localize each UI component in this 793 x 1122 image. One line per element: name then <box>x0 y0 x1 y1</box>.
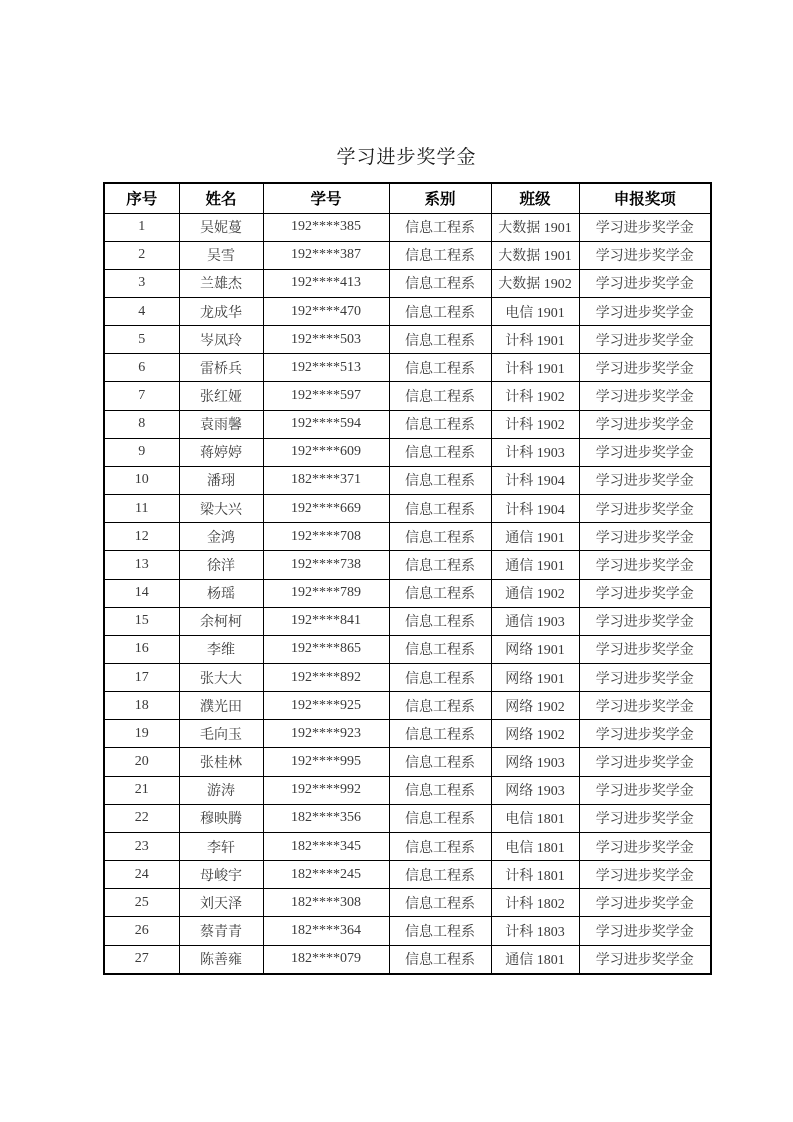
cell-award: 学习进步奖学金 <box>579 410 711 438</box>
cell-class-name: 计科 1904 <box>491 495 579 523</box>
cell-department: 信息工程系 <box>389 635 491 663</box>
cell-award: 学习进步奖学金 <box>579 917 711 945</box>
cell-name: 李轩 <box>179 832 263 860</box>
page-title: 学习进步奖学金 <box>336 147 477 168</box>
cell-student-id: 192****413 <box>263 269 389 297</box>
cell-student-id: 192****925 <box>263 692 389 720</box>
cell-no: 23 <box>104 832 179 860</box>
cell-no: 11 <box>104 495 179 523</box>
table-row <box>104 326 711 354</box>
cell-name: 蒋婷婷 <box>179 438 263 466</box>
cell-class-name: 计科 1803 <box>491 917 579 945</box>
cell-no: 2 <box>104 241 179 269</box>
cell-award: 学习进步奖学金 <box>579 551 711 579</box>
cell-student-id: 192****789 <box>263 579 389 607</box>
cell-name: 张桂林 <box>179 748 263 776</box>
cell-name: 穆映腾 <box>179 804 263 832</box>
cell-class-name: 大数据 1901 <box>491 213 579 241</box>
table-row <box>104 213 711 241</box>
table-row <box>104 241 711 269</box>
cell-award: 学习进步奖学金 <box>579 664 711 692</box>
cell-name: 余柯柯 <box>179 607 263 635</box>
cell-name: 吴雪 <box>179 241 263 269</box>
cell-name: 徐洋 <box>179 551 263 579</box>
cell-no: 26 <box>104 917 179 945</box>
cell-class-name: 电信 1801 <box>491 832 579 860</box>
table-row <box>104 297 711 325</box>
cell-student-id: 192****470 <box>263 297 389 325</box>
cell-department: 信息工程系 <box>389 410 491 438</box>
cell-class-name: 计科 1902 <box>491 410 579 438</box>
cell-class-name: 网络 1902 <box>491 692 579 720</box>
cell-department: 信息工程系 <box>389 804 491 832</box>
table-row <box>104 579 711 607</box>
table-row <box>104 748 711 776</box>
cell-department: 信息工程系 <box>389 748 491 776</box>
cell-award: 学习进步奖学金 <box>579 635 711 663</box>
cell-name: 潘珝 <box>179 466 263 494</box>
column-header-award: 申报奖项 <box>579 183 711 213</box>
table-row <box>104 720 711 748</box>
cell-student-id: 182****245 <box>263 861 389 889</box>
cell-no: 18 <box>104 692 179 720</box>
cell-student-id: 182****356 <box>263 804 389 832</box>
cell-class-name: 大数据 1901 <box>491 241 579 269</box>
table-row <box>104 776 711 804</box>
cell-student-id: 192****669 <box>263 495 389 523</box>
cell-name: 金鸿 <box>179 523 263 551</box>
cell-class-name: 计科 1903 <box>491 438 579 466</box>
cell-no: 12 <box>104 523 179 551</box>
table-row <box>104 495 711 523</box>
scholarship-table <box>103 182 712 975</box>
cell-department: 信息工程系 <box>389 917 491 945</box>
cell-class-name: 电信 1801 <box>491 804 579 832</box>
table-body <box>104 213 711 974</box>
cell-class-name: 电信 1901 <box>491 297 579 325</box>
cell-class-name: 通信 1801 <box>491 945 579 974</box>
table-row <box>104 438 711 466</box>
column-header-student-id: 学号 <box>263 183 389 213</box>
table-row <box>104 832 711 860</box>
cell-name: 李维 <box>179 635 263 663</box>
cell-student-id: 192****841 <box>263 607 389 635</box>
cell-class-name: 计科 1904 <box>491 466 579 494</box>
cell-name: 杨瑶 <box>179 579 263 607</box>
cell-student-id: 182****371 <box>263 466 389 494</box>
cell-class-name: 计科 1902 <box>491 382 579 410</box>
cell-name: 母峻宇 <box>179 861 263 889</box>
cell-department: 信息工程系 <box>389 326 491 354</box>
cell-class-name: 大数据 1902 <box>491 269 579 297</box>
table-row <box>104 889 711 917</box>
cell-student-id: 192****865 <box>263 635 389 663</box>
cell-student-id: 192****597 <box>263 382 389 410</box>
cell-class-name: 计科 1801 <box>491 861 579 889</box>
cell-award: 学习进步奖学金 <box>579 832 711 860</box>
cell-no: 17 <box>104 664 179 692</box>
column-header-name: 姓名 <box>179 183 263 213</box>
cell-name: 濮光田 <box>179 692 263 720</box>
cell-name: 毛向玉 <box>179 720 263 748</box>
cell-department: 信息工程系 <box>389 551 491 579</box>
cell-department: 信息工程系 <box>389 664 491 692</box>
cell-award: 学习进步奖学金 <box>579 269 711 297</box>
cell-name: 吴妮蔓 <box>179 213 263 241</box>
cell-department: 信息工程系 <box>389 213 491 241</box>
cell-department: 信息工程系 <box>389 720 491 748</box>
cell-no: 27 <box>104 945 179 974</box>
table-row <box>104 551 711 579</box>
cell-student-id: 192****892 <box>263 664 389 692</box>
cell-no: 13 <box>104 551 179 579</box>
table-row <box>104 635 711 663</box>
cell-award: 学习进步奖学金 <box>579 804 711 832</box>
cell-name: 陈善雍 <box>179 945 263 974</box>
cell-student-id: 192****992 <box>263 776 389 804</box>
cell-student-id: 192****385 <box>263 213 389 241</box>
cell-name: 张红娅 <box>179 382 263 410</box>
cell-department: 信息工程系 <box>389 832 491 860</box>
cell-award: 学习进步奖学金 <box>579 861 711 889</box>
table-row <box>104 607 711 635</box>
header-row <box>104 183 711 213</box>
cell-no: 21 <box>104 776 179 804</box>
table-row <box>104 269 711 297</box>
cell-student-id: 192****609 <box>263 438 389 466</box>
column-header-no: 序号 <box>104 183 179 213</box>
table-row <box>104 692 711 720</box>
cell-student-id: 182****308 <box>263 889 389 917</box>
cell-class-name: 网络 1902 <box>491 720 579 748</box>
cell-award: 学习进步奖学金 <box>579 720 711 748</box>
cell-student-id: 192****923 <box>263 720 389 748</box>
cell-no: 1 <box>104 213 179 241</box>
cell-award: 学习进步奖学金 <box>579 776 711 804</box>
table-row <box>104 354 711 382</box>
cell-no: 7 <box>104 382 179 410</box>
table-row <box>104 804 711 832</box>
cell-no: 22 <box>104 804 179 832</box>
cell-department: 信息工程系 <box>389 354 491 382</box>
cell-department: 信息工程系 <box>389 607 491 635</box>
cell-no: 6 <box>104 354 179 382</box>
cell-student-id: 182****345 <box>263 832 389 860</box>
cell-student-id: 192****387 <box>263 241 389 269</box>
cell-department: 信息工程系 <box>389 241 491 269</box>
cell-department: 信息工程系 <box>389 382 491 410</box>
cell-student-id: 182****364 <box>263 917 389 945</box>
cell-department: 信息工程系 <box>389 523 491 551</box>
table-row <box>104 917 711 945</box>
cell-award: 学习进步奖学金 <box>579 579 711 607</box>
cell-department: 信息工程系 <box>389 466 491 494</box>
table-row <box>104 664 711 692</box>
cell-class-name: 通信 1902 <box>491 579 579 607</box>
cell-name: 游涛 <box>179 776 263 804</box>
cell-name: 兰雄杰 <box>179 269 263 297</box>
cell-award: 学习进步奖学金 <box>579 466 711 494</box>
cell-student-id: 192****995 <box>263 748 389 776</box>
cell-name: 雷桥兵 <box>179 354 263 382</box>
cell-no: 9 <box>104 438 179 466</box>
cell-department: 信息工程系 <box>389 495 491 523</box>
cell-class-name: 网络 1903 <box>491 776 579 804</box>
cell-award: 学习进步奖学金 <box>579 438 711 466</box>
cell-no: 5 <box>104 326 179 354</box>
cell-department: 信息工程系 <box>389 579 491 607</box>
cell-department: 信息工程系 <box>389 861 491 889</box>
cell-no: 4 <box>104 297 179 325</box>
cell-award: 学习进步奖学金 <box>579 889 711 917</box>
cell-award: 学习进步奖学金 <box>579 523 711 551</box>
cell-student-id: 192****708 <box>263 523 389 551</box>
cell-department: 信息工程系 <box>389 269 491 297</box>
cell-department: 信息工程系 <box>389 776 491 804</box>
cell-award: 学习进步奖学金 <box>579 213 711 241</box>
cell-class-name: 通信 1901 <box>491 523 579 551</box>
cell-no: 25 <box>104 889 179 917</box>
cell-no: 14 <box>104 579 179 607</box>
cell-name: 蔡青青 <box>179 917 263 945</box>
cell-award: 学习进步奖学金 <box>579 241 711 269</box>
cell-award: 学习进步奖学金 <box>579 607 711 635</box>
cell-department: 信息工程系 <box>389 945 491 974</box>
cell-award: 学习进步奖学金 <box>579 495 711 523</box>
cell-name: 龙成华 <box>179 297 263 325</box>
cell-class-name: 网络 1901 <box>491 664 579 692</box>
cell-name: 刘天泽 <box>179 889 263 917</box>
cell-name: 张大大 <box>179 664 263 692</box>
table-row <box>104 945 711 974</box>
cell-class-name: 网络 1903 <box>491 748 579 776</box>
cell-class-name: 计科 1901 <box>491 354 579 382</box>
cell-student-id: 192****513 <box>263 354 389 382</box>
cell-award: 学习进步奖学金 <box>579 326 711 354</box>
cell-no: 15 <box>104 607 179 635</box>
cell-award: 学习进步奖学金 <box>579 748 711 776</box>
cell-student-id: 182****079 <box>263 945 389 974</box>
cell-award: 学习进步奖学金 <box>579 692 711 720</box>
column-header-department: 系别 <box>389 183 491 213</box>
cell-name: 岑凤玲 <box>179 326 263 354</box>
cell-award: 学习进步奖学金 <box>579 382 711 410</box>
cell-no: 10 <box>104 466 179 494</box>
cell-no: 20 <box>104 748 179 776</box>
cell-class-name: 计科 1901 <box>491 326 579 354</box>
cell-no: 24 <box>104 861 179 889</box>
cell-class-name: 通信 1903 <box>491 607 579 635</box>
cell-department: 信息工程系 <box>389 889 491 917</box>
cell-award: 学习进步奖学金 <box>579 945 711 974</box>
cell-name: 梁大兴 <box>179 495 263 523</box>
column-header-class: 班级 <box>491 183 579 213</box>
table-row <box>104 410 711 438</box>
cell-award: 学习进步奖学金 <box>579 354 711 382</box>
table-row <box>104 861 711 889</box>
cell-class-name: 通信 1901 <box>491 551 579 579</box>
cell-class-name: 网络 1901 <box>491 635 579 663</box>
cell-name: 袁雨馨 <box>179 410 263 438</box>
cell-student-id: 192****738 <box>263 551 389 579</box>
cell-class-name: 计科 1802 <box>491 889 579 917</box>
table-row <box>104 382 711 410</box>
cell-student-id: 192****594 <box>263 410 389 438</box>
table-header <box>104 183 711 213</box>
cell-no: 3 <box>104 269 179 297</box>
cell-department: 信息工程系 <box>389 438 491 466</box>
cell-award: 学习进步奖学金 <box>579 297 711 325</box>
cell-student-id: 192****503 <box>263 326 389 354</box>
table-row <box>104 466 711 494</box>
table-row <box>104 523 711 551</box>
cell-department: 信息工程系 <box>389 297 491 325</box>
cell-no: 16 <box>104 635 179 663</box>
cell-no: 8 <box>104 410 179 438</box>
cell-no: 19 <box>104 720 179 748</box>
cell-department: 信息工程系 <box>389 692 491 720</box>
